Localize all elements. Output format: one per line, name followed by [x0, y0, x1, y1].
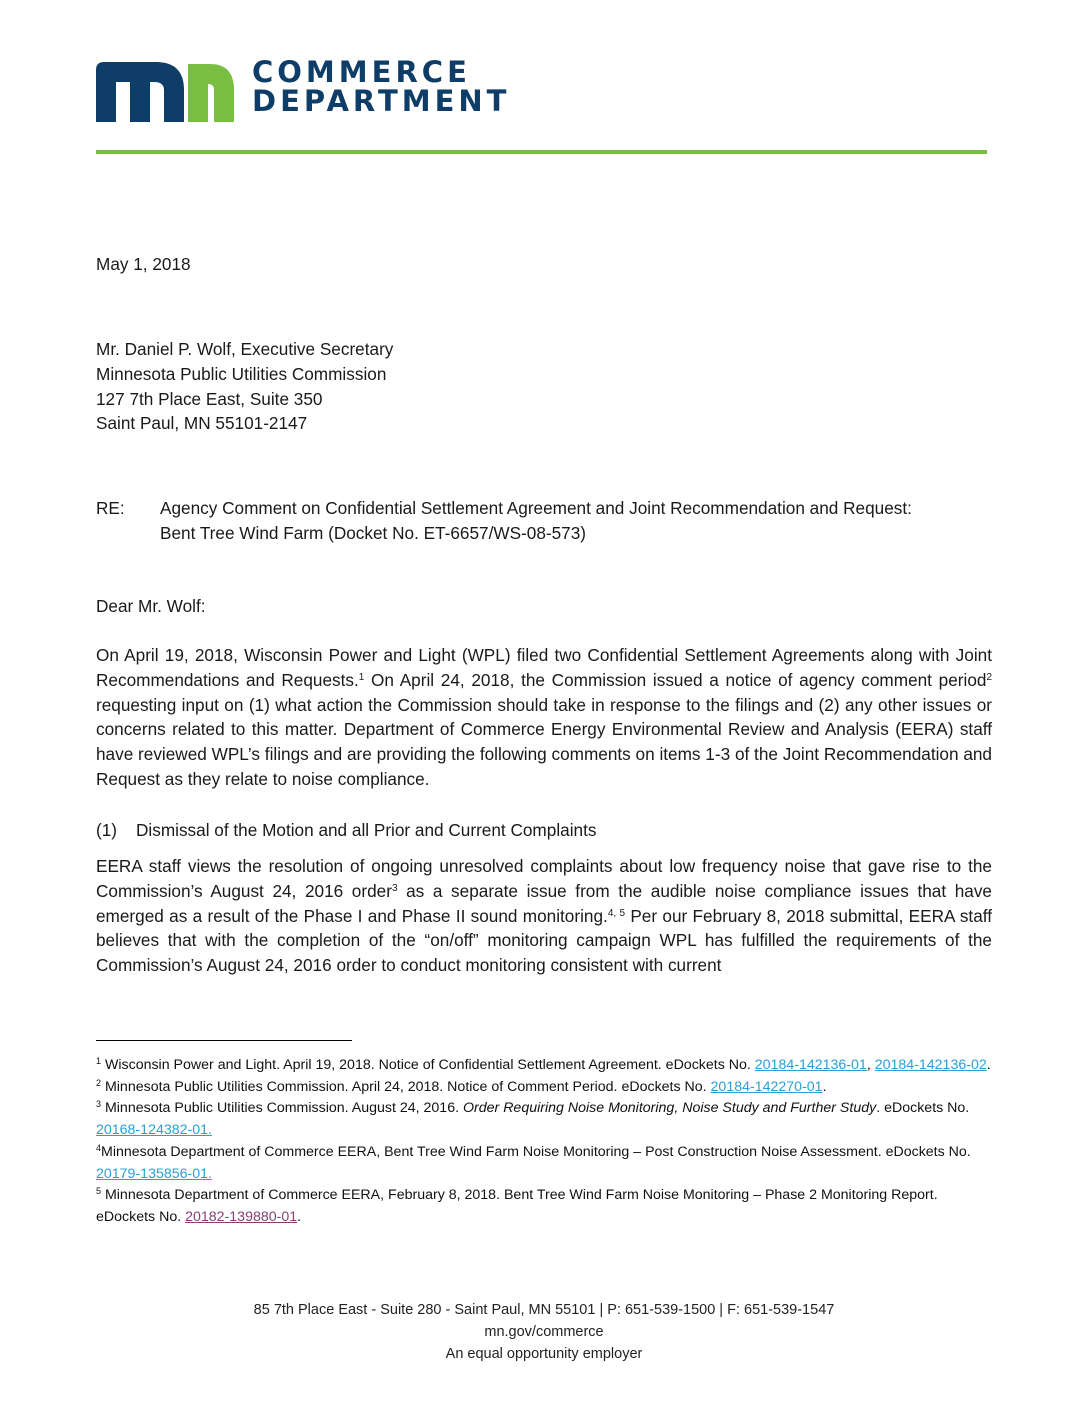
punctuation: .	[297, 1208, 302, 1225]
footnote-number: 4	[96, 1142, 102, 1153]
footnote-number: 5	[96, 1186, 102, 1197]
mn-logo-mark	[96, 60, 236, 122]
footer-address: 85 7th Place East - Suite 280 - Saint Paul, MN 55101 | P: 651-539-1500 | F: 651-539-1547	[253, 1302, 835, 1318]
footnote-text: Minnesota Public Utilities Commission. April 24, 2018. Notice of Comment Period. eDockets No.	[101, 1078, 711, 1095]
footnote-2	[96, 1077, 996, 1099]
paragraph-intro	[96, 643, 992, 792]
logo-line-commerce: COMMERCE	[252, 55, 471, 89]
logo-line-department: DEPARTMENT	[252, 84, 511, 118]
footnote-ref-2[interactable]: 2	[986, 671, 992, 683]
recipient-address	[96, 337, 992, 436]
subject-line-1: Agency Comment on Confidential Settlement Agreement and Joint Recommendation and Request:	[160, 498, 912, 518]
punctuation: .	[986, 1057, 991, 1073]
letterhead-divider	[96, 150, 987, 154]
footnote-text: . eDockets No.	[876, 1100, 970, 1117]
recipient-org: Minnesota Public Utilities Commission	[96, 363, 387, 384]
paragraph-text: requesting input on (1) what action the Commission should take in response to the filings and (2) any other issues or concerns related to this matter. Department of Commerce Energy Environmental Review and Analysis (EERA) staff have reviewed WPL’s filings and are providing the following comments on items 1-3 of the Joint Recommendation and Request as they relate to noise compliance.	[96, 694, 992, 789]
footnote-number: 3	[96, 1099, 102, 1110]
salutation: Dear Mr. Wolf:	[96, 596, 206, 616]
recipient-city: Saint Paul, MN 55101-2147	[96, 413, 308, 434]
subject-line-2: Bent Tree Wind Farm (Docket No. ET-6657/WS-08-573)	[160, 522, 587, 543]
edocket-link[interactable]: 20182-139880-01	[185, 1208, 298, 1225]
footnote-text: Wisconsin Power and Light. April 19, 2018. Notice of Confidential Settlement Agreement. eDockets No.	[101, 1057, 755, 1073]
footnote-ref-4-5[interactable]: 4, 5	[607, 907, 626, 919]
edocket-link[interactable]: 20179-135856-01.	[96, 1165, 212, 1182]
footnote-5	[96, 1185, 996, 1228]
footnote-text: Minnesota Department of Commerce EERA, February 8, 2018. Bent Tree Wind Farm Noise Monitoring – Phase 2 Monitoring Report. eDockets No.	[96, 1187, 938, 1225]
footnote-text: Minnesota Department of Commerce EERA, Bent Tree Wind Farm Noise Monitoring – Post Construction Noise Assessment. eDockets No.	[101, 1143, 971, 1160]
footnote-1	[96, 1055, 996, 1077]
paragraph-text: On April 24, 2018, the Commission issued a notice of agency comment period	[364, 669, 987, 690]
footnote-4	[96, 1142, 996, 1185]
subject-text	[160, 496, 1000, 546]
page-footer	[0, 1299, 1088, 1365]
footnote-ref-1[interactable]: 1	[358, 671, 365, 683]
footer-tagline: An equal opportunity employer	[445, 1346, 643, 1362]
paragraph-text: On April 19, 2018, Wisconsin Power and Light (WPL) filed two Confidential Settlement Agreements along with Joint Recommendations and Requests.	[96, 645, 992, 690]
document-title: Order Requiring Noise Monitoring, Noise Study and Further Study	[462, 1100, 877, 1117]
section-heading-1	[96, 818, 992, 843]
footnote-number: 1	[96, 1056, 102, 1066]
footer-website[interactable]: mn.gov/commerce	[484, 1324, 604, 1340]
letter-date: May 1, 2018	[96, 254, 191, 274]
paragraph-text: EERA staff views the resolution of ongoing unresolved complaints about low frequency noise that gave rise to the Commission’s August 24, 2016 order	[96, 856, 992, 901]
edocket-link[interactable]: 20184-142136-01	[754, 1057, 867, 1073]
footnote-separator	[96, 1040, 352, 1041]
edocket-link[interactable]: 20184-142136-02	[874, 1057, 987, 1073]
paragraph-text: Per our February 8, 2018 submittal, EERA staff believes that with the completion of the “on/off” monitoring campaign WPL has fulfilled the requirements of the Commission’s August 24, 2016 order to conduct monitoring consistent with current	[96, 905, 992, 976]
logo-wordmark	[252, 55, 511, 118]
footnote-3	[96, 1098, 996, 1141]
subject-label: RE:	[96, 498, 125, 518]
footnote-ref-3[interactable]: 3	[391, 882, 398, 894]
punctuation: .	[822, 1078, 827, 1095]
mn-logo-icon	[96, 60, 236, 122]
edocket-link[interactable]: 20184-142270-01	[710, 1078, 823, 1095]
separator: ,	[866, 1057, 875, 1073]
paragraph-complaints	[96, 854, 992, 978]
section-number: (1)	[96, 820, 118, 840]
section-title: Dismissal of the Motion and all Prior and Current Complaints	[136, 820, 597, 840]
edocket-link[interactable]: 20168-124382-01.	[96, 1122, 212, 1139]
paragraph-text: as a separate issue from the audible noise compliance issues that have emerged as a result of the Phase I and Phase II sound monitoring.	[96, 880, 992, 926]
footnotes	[96, 1055, 996, 1229]
recipient-street: 127 7th Place East, Suite 350	[96, 388, 323, 409]
recipient-name: Mr. Daniel P. Wolf, Executive Secretary	[96, 339, 394, 359]
footnote-number: 2	[96, 1077, 102, 1088]
footnote-text: Minnesota Public Utilities Commission. August 24, 2016.	[101, 1100, 463, 1117]
